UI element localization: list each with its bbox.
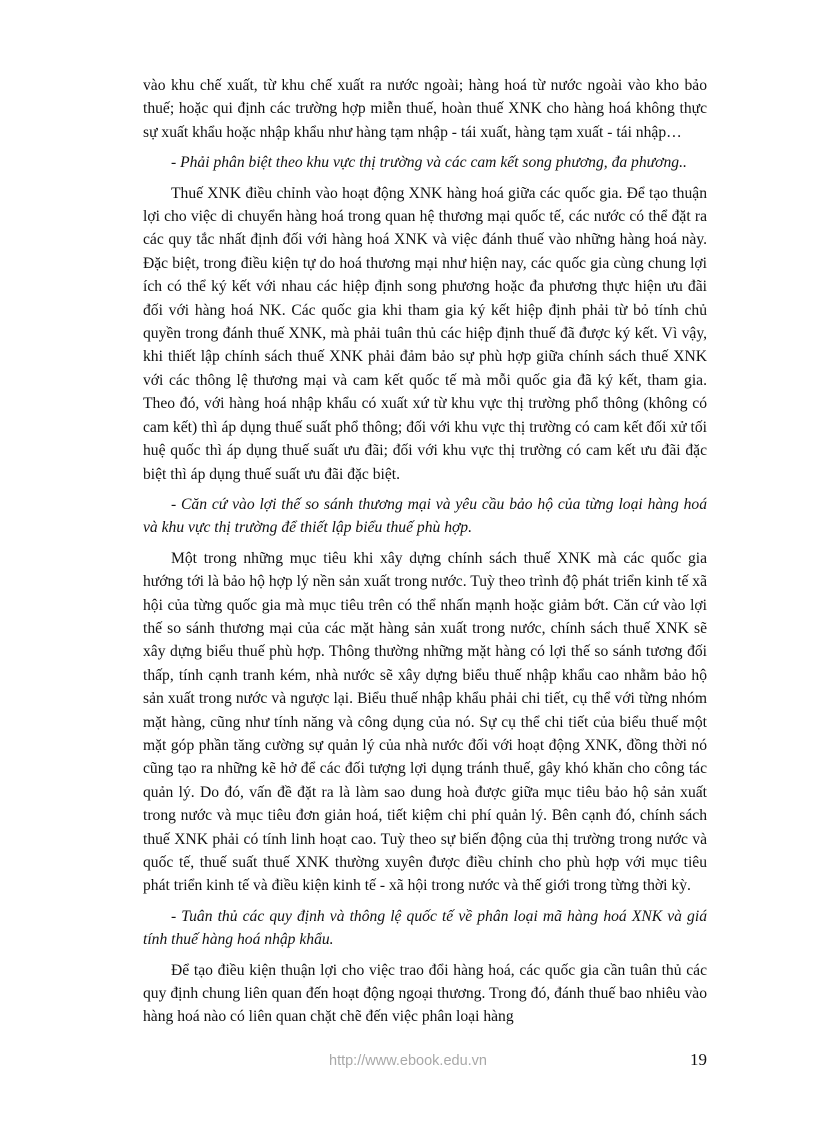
paragraph-protection-policy: Một trong những mục tiêu khi xây dựng chính sách thuế XNK mà các quốc gia hướng tới là bảo hộ hợp lý nền sản xuất trong nước. Tuỳ theo trình độ phát triển kinh tế xã hội của từng quốc gia mà mục tiêu trên có thể nhấn mạnh hoặc giảm bớt. Căn cứ vào lợi thế so sánh thương mại của các mặt hàng sản xuất trong nước, chính sách thuế XNK sẽ xây dựng biểu thuế phù hợp. Thông thường những mặt hàng có lợi thế so sánh tương đối thấp, tính cạnh tranh kém, nhà nước sẽ xây dựng biểu thuế nhập khẩu cao nhằm bảo hộ sản xuất trong nước và ngược lại. Biểu thuế nhập khẩu phải chi tiết, cụ thể với từng nhóm mặt hàng, cũng như tính năng và công dụng của nó. Sự cụ thể chi tiết của biểu thuế một mặt góp phần tăng cường sự quản lý của nhà nước đối với hoạt động XNK, đồng thời nó cũng tạo ra những kẽ hở để các đối tượng lợi dụng tránh thuế, gây khó khăn cho công tác quản lý. Do đó, vấn đề đặt ra là làm sao dung hoà được giữa mục tiêu bảo hộ sản xuất trong nước và mục tiêu đơn giản hoá, tiết kiệm chi phí quản lý. Bên cạnh đó, chính sách thuế XNK phải có tính linh hoạt cao. Tuỳ theo sự biến động của thị trường trong nước và quốc tế, thuế suất thuế XNK thường xuyên được điều chỉnh cho phù hợp với mục tiêu phát triển kinh tế và điều kiện kinh tế - xã hội trong nước và thế giới trong từng thời kỳ. — [143, 549, 707, 895]
page-body — [143, 74, 707, 1036]
page-number: 19 — [690, 1050, 707, 1069]
paragraph-market-commitments: Thuế XNK điều chỉnh vào hoạt động XNK hàng hoá giữa các quốc gia. Để tạo thuận lợi cho việc di chuyển hàng hoá trong quan hệ thương mại quốc tế, các nước có thể đặt ra các quy tắc nhất định đối với hàng hoá XNK và việc đánh thuế vào những hàng hoá này. Đặc biệt, trong điều kiện tự do hoá thương mại như hiện nay, các quốc gia cùng chung lợi ích có thể ký kết với nhau các hiệp định song phương hoặc đa phương thực hiện ưu đãi đối với hàng hoá NK. Các quốc gia khi tham gia ký kết hiệp định phải từ bỏ tính chủ quyền trong đánh thuế XNK, mà phải tuân thủ các hiệp định thuế đã được ký kết. Vì vậy, khi thiết lập chính sách thuế XNK phải đảm bảo sự phù hợp giữa chính sách thuế XNK với các thông lệ thương mại và cam kết quốc tế mà mỗi quốc gia đã ký kết, tham gia. Theo đó, với hàng hoá nhập khẩu có xuất xứ từ khu vực thị trường phổ thông (không có cam kết) thì áp dụng thuế suất phổ thông; đối với khu vực thị trường có cam kết đối xử tối huệ quốc thì áp dụng thuế suất ưu đãi; đối với khu vực thị trường có cam kết ưu đãi đặc biệt thì áp dụng thuế suất ưu đãi đặc biệt. — [143, 184, 707, 483]
paragraph-continuation: vào khu chế xuất, từ khu chế xuất ra nước ngoài; hàng hoá từ nước ngoài vào kho bảo thuế; hoặc qui định các trường hợp miễn thuế, hoàn thuế XNK cho hàng hoá không thực sự xuất khẩu hoặc nhập khẩu như hàng tạm nhập - tái xuất, hàng tạm xuất - tái nhập… — [143, 77, 707, 141]
italic-point-market-regions: - Phải phân biệt theo khu vực thị trường và các cam kết song phương, đa phương.. — [171, 154, 687, 172]
paragraph-trade-rules: Để tạo điều kiện thuận lợi cho việc trao đổi hàng hoá, các quốc gia cần tuân thủ các quy định chung liên quan đến hoạt động ngoại thương. Trong đó, đánh thuế bao nhiêu vào hàng hoá nào có liên quan chặt chẽ đến việc phân loại hàng — [143, 961, 707, 1026]
footer-url-link[interactable]: http://www.ebook.edu.vn — [329, 1053, 487, 1069]
italic-point-comparative-advantage: - Căn cứ vào lợi thế so sánh thương mại và yêu cầu bảo hộ của từng loại hàng hoá và khu vực thị trường để thiết lập biểu thuế phù hợp. — [143, 495, 707, 537]
italic-point-classification: - Tuân thủ các quy định và thông lệ quốc tế về phân loại mã hàng hoá XNK và giá tính thuế hàng hoá nhập khẩu. — [143, 907, 707, 949]
